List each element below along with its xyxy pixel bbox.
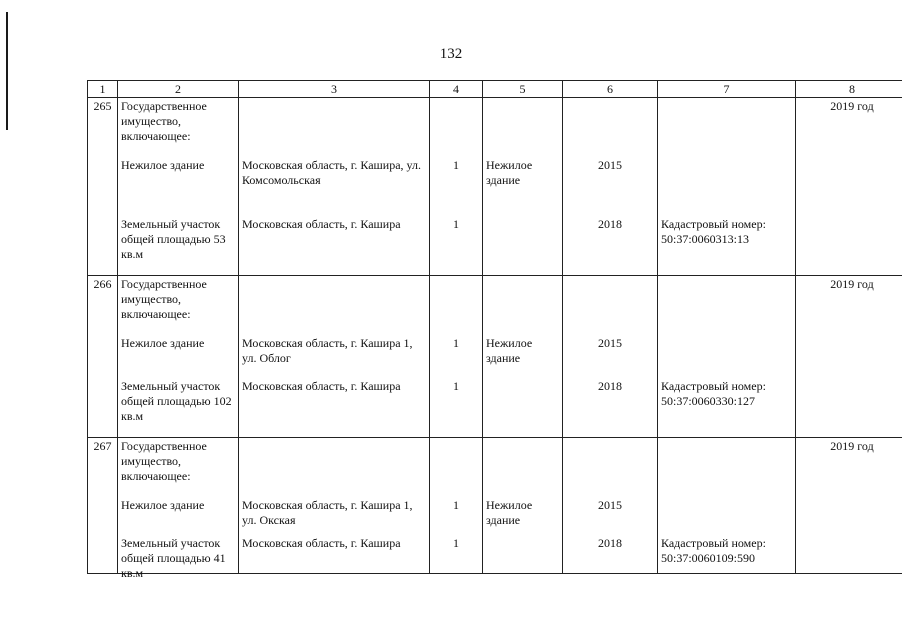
column-header: 2 [118,81,239,98]
land-quantity: 1 [453,379,459,393]
land-address: Московская область, г. Кашира [242,379,401,393]
quantity-cell [430,438,483,574]
group-name: Государственное имущество, включающее: [121,99,207,143]
address-cell [239,98,430,276]
column-header: 5 [483,81,563,98]
group-name: Государственное имущество, включающее: [121,277,207,321]
cadastral-number: Кадастровый номер: 50:37:0060330:127 [661,379,766,408]
plan-year: 2019 год [830,99,874,113]
land-quantity: 1 [453,536,459,550]
land-address: Московская область, г. Кашира [242,536,401,550]
building-note [658,335,795,378]
building-quantity: 1 [453,158,459,172]
purpose-cell [483,98,563,276]
building-address: Московская область, г. Кашира 1, ул. Облог [242,336,413,365]
plan-year-cell [796,276,902,438]
building-year: 2015 [598,498,622,512]
year-built-cell [563,98,658,276]
land-address: Московская область, г. Кашира [242,217,401,231]
name-cell [118,276,239,438]
land-name: Земельный участок общей площадью 41 кв.м [121,536,226,580]
column-header: 1 [88,81,118,98]
land-name: Земельный участок общей площадью 102 кв.м [121,379,232,423]
row-number-cell [88,98,118,276]
plan-year: 2019 год [830,439,874,453]
building-address: Московская область, г. Кашира 1, ул. Окская [242,498,413,527]
column-header: 8 [796,81,902,98]
page-number: 132 [439,46,463,62]
row-number: 266 [93,277,112,291]
group-name: Государственное имущество, включающее: [121,439,207,483]
building-name: Нежилое здание [121,498,205,512]
quantity-cell [430,276,483,438]
name-cell [118,438,239,580]
plan-year: 2019 год [830,277,874,291]
plan-year-cell [796,98,902,276]
cadastral-number: Кадастровый номер: 50:37:0060109:590 [661,536,766,565]
table-row [88,276,902,438]
building-address: Московская область, г. Кашира, ул. Комсомольская [242,158,421,187]
land-purpose [483,216,562,275]
building-note [658,497,795,535]
plan-year-cell [796,438,902,574]
year-built-cell [563,276,658,438]
table-row [88,438,902,574]
column-header: 6 [563,81,658,98]
row-number-cell [88,438,118,574]
row-number: 267 [93,439,112,453]
quantity-cell [430,98,483,276]
row-number-cell [88,276,118,438]
land-purpose [483,378,562,437]
year-built-cell [563,438,658,574]
land-name: Земельный участок общей площадью 53 кв.м [121,217,226,261]
purpose-cell [483,438,563,574]
name-cell [118,98,239,276]
building-name: Нежилое здание [121,336,205,350]
land-year: 2018 [598,536,622,550]
row-number: 265 [93,99,112,113]
property-table [87,80,902,580]
building-purpose: Нежилое здание [486,336,533,365]
note-cell [658,98,796,276]
building-note [658,157,795,216]
land-year: 2018 [598,217,622,231]
column-header: 3 [239,81,430,98]
building-quantity: 1 [453,498,459,512]
building-year: 2015 [598,336,622,350]
table-row [88,98,902,276]
address-cell [239,276,430,438]
building-year: 2015 [598,158,622,172]
scan-edge-line [6,12,8,130]
column-header: 7 [658,81,796,98]
table-header-row [88,81,902,98]
note-cell [658,438,796,574]
land-quantity: 1 [453,217,459,231]
address-cell [239,438,430,574]
building-purpose: Нежилое здание [486,158,533,187]
column-header: 4 [430,81,483,98]
building-purpose: Нежилое здание [486,498,533,527]
building-quantity: 1 [453,336,459,350]
note-cell [658,276,796,438]
purpose-cell [483,276,563,438]
building-name: Нежилое здание [121,158,205,172]
land-purpose [483,535,562,573]
land-year: 2018 [598,379,622,393]
cadastral-number: Кадастровый номер: 50:37:0060313:13 [661,217,766,246]
